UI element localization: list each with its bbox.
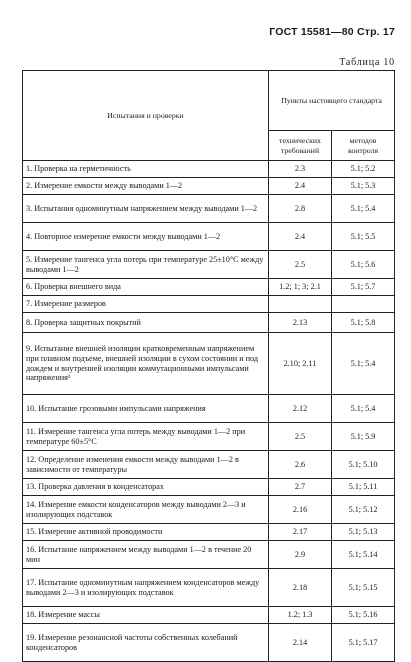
requirements-cell: 2.16 <box>269 496 332 524</box>
column-header-tests: Испытания и проверки <box>23 71 269 161</box>
requirements-cell: 2.18 <box>269 569 332 607</box>
requirements-cell: 2.7 <box>269 479 332 496</box>
test-name-cell: 4. Повторное измерение емкости между выводами 1—2 <box>23 223 269 251</box>
table-row <box>23 423 395 451</box>
methods-cell <box>332 296 395 313</box>
table-row <box>23 496 395 524</box>
requirements-cell: 2.5 <box>269 251 332 279</box>
requirements-cell: 2.8 <box>269 195 332 223</box>
table-row <box>23 161 395 178</box>
column-header-methods: методов контроля <box>332 131 395 161</box>
table-row <box>23 569 395 607</box>
requirements-cell: 2.14 <box>269 624 332 662</box>
methods-cell: 5.1; 5.4 <box>332 333 395 395</box>
requirements-cell: 2.17 <box>269 524 332 541</box>
test-name-cell: 1. Проверка на герметичность <box>23 161 269 178</box>
column-header-standard-group: Пункты настоящего стандарта <box>269 71 395 131</box>
table-row <box>23 313 395 333</box>
table-row <box>23 296 395 313</box>
table-row <box>23 223 395 251</box>
page-header: ГОСТ 15581—80 Стр. 17 <box>269 26 395 38</box>
methods-cell: 5.1; 5.17 <box>332 624 395 662</box>
test-name-cell: 13. Проверка давления в конденсаторах <box>23 479 269 496</box>
requirements-cell: 2.9 <box>269 541 332 569</box>
methods-cell: 5.1; 5.10 <box>332 451 395 479</box>
table-row <box>23 395 395 423</box>
test-name-cell: 19. Измерение резонансной частоты собственных колебаний конденсаторов <box>23 624 269 662</box>
table-row <box>23 251 395 279</box>
table-row <box>23 607 395 624</box>
requirements-cell: 1.2; 1; 3; 2.1 <box>269 279 332 296</box>
requirements-cell: 2.3 <box>269 161 332 178</box>
test-name-cell: 7. Измерение размеров <box>23 296 269 313</box>
test-name-cell: 10. Испытание грозовыми импульсами напряжения <box>23 395 269 423</box>
methods-cell: 5.1; 5.16 <box>332 607 395 624</box>
test-name-cell: 3. Испытания одноминутным напряжением между выводами 1—2 <box>23 195 269 223</box>
methods-cell: 5.1; 5.11 <box>332 479 395 496</box>
requirements-cell: 2.13 <box>269 313 332 333</box>
table-row <box>23 624 395 662</box>
methods-cell: 5.1; 5.13 <box>332 524 395 541</box>
table-row <box>23 451 395 479</box>
methods-cell: 5.1; 5.4 <box>332 395 395 423</box>
table-row <box>23 178 395 195</box>
methods-cell: 5.1; 5.5 <box>332 223 395 251</box>
methods-cell: 5.1; 5.8 <box>332 313 395 333</box>
table-row <box>23 541 395 569</box>
test-name-cell: 9. Испытание внешней изоляции кратковременным напряжением при плавном подъеме, внешней изоляции в сухом состоянии и под дождем и внутренней изоляции коммутационными импульсами напряжения¹ <box>23 333 269 395</box>
methods-cell: 5.1; 5.4 <box>332 195 395 223</box>
methods-cell: 5.1; 5.6 <box>332 251 395 279</box>
test-name-cell: 17. Испытание одноминутным напряжением конденсаторов между выводами 2—3 и изолирующих подставок <box>23 569 269 607</box>
requirements-cell: 2.4 <box>269 223 332 251</box>
column-header-requirements: технических требований <box>269 131 332 161</box>
test-name-cell: 12. Определение изменения емкости между выводами 1—2 в зависимости от температуры <box>23 451 269 479</box>
table-row <box>23 524 395 541</box>
methods-cell: 5.1; 5.3 <box>332 178 395 195</box>
test-name-cell: 5. Измерение тангенса угла потерь при температуре 25±10°С между выводами 1—2 <box>23 251 269 279</box>
requirements-cell: 2.10; 2.11 <box>269 333 332 395</box>
methods-cell: 5.1; 5.12 <box>332 496 395 524</box>
requirements-cell: 2.12 <box>269 395 332 423</box>
table-row <box>23 479 395 496</box>
test-name-cell: 18. Измерение массы <box>23 607 269 624</box>
test-name-cell: 2. Измерение емкости между выводами 1—2 <box>23 178 269 195</box>
requirements-cell: 2.5 <box>269 423 332 451</box>
methods-cell: 5.1; 5.9 <box>332 423 395 451</box>
test-name-cell: 14. Измерение емкости конденсаторов между выводами 2—3 и изолирующих подставок <box>23 496 269 524</box>
test-name-cell: 6. Проверка внешнего вида <box>23 279 269 296</box>
test-name-cell: 11. Измерение тангенса угла потерь между выводами 1—2 при температуре 60±5°С <box>23 423 269 451</box>
table-caption: Таблица 10 <box>339 57 395 68</box>
methods-cell: 5.1; 5.15 <box>332 569 395 607</box>
requirements-cell: 2.6 <box>269 451 332 479</box>
requirements-cell: 1.2; 1.3 <box>269 607 332 624</box>
requirements-cell: 2.4 <box>269 178 332 195</box>
table-row <box>23 195 395 223</box>
methods-cell: 5.1; 5.2 <box>332 161 395 178</box>
methods-cell: 5.1; 5.7 <box>332 279 395 296</box>
test-name-cell: 16. Испытание напряжением между выводами 1—2 в течение 20 мин <box>23 541 269 569</box>
test-name-cell: 8. Проверка защитных покрытий <box>23 313 269 333</box>
methods-cell: 5.1; 5.14 <box>332 541 395 569</box>
table-row <box>23 279 395 296</box>
requirements-cell <box>269 296 332 313</box>
test-name-cell: 15. Измерение активной проводимости <box>23 524 269 541</box>
table-row <box>23 333 395 395</box>
tests-table <box>22 70 395 662</box>
